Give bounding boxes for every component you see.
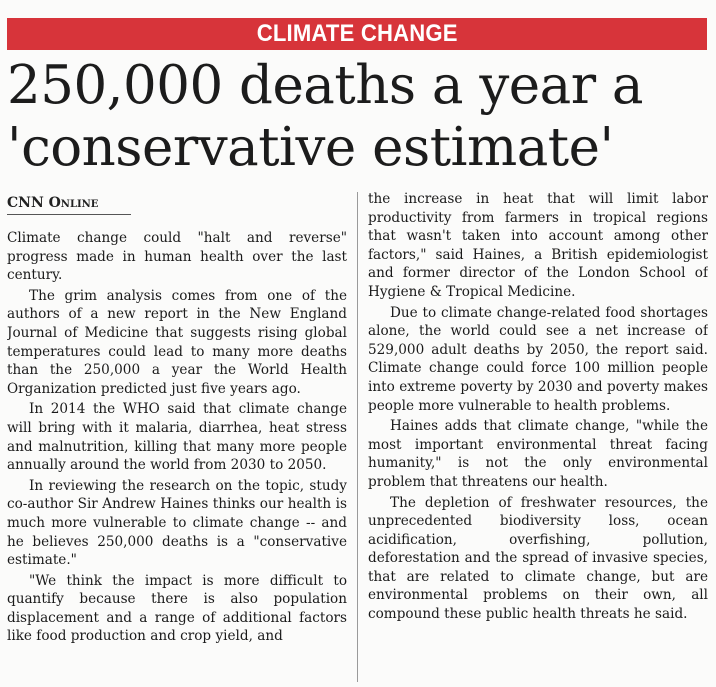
paragraph: "We think the impact is more difficult to quantify because there is also population displacement and a range of additional factors like food production and crop yield, and — [7, 572, 347, 645]
headline-line-2: 'conservative estimate' — [7, 117, 614, 178]
section-banner — [7, 18, 707, 50]
headline-line-1: 250,000 deaths a year a — [7, 55, 644, 116]
column-divider — [357, 192, 358, 682]
paragraph: The depletion of freshwater resources, the unprecedented biodiversity loss, ocean acidification, overfishing, pollution, deforestation and the spread of invasive species, that are related to climate change, but are environmental problems on their own, all compound these public health threats he said. — [368, 494, 708, 623]
paragraph: The grim analysis comes from one of the authors of a new report in the New England Journal of Medicine that suggests rising global temperatures could lead to many more deaths than the 250,000 a year the World Health Organization predicted just five years ago. — [7, 287, 347, 397]
paragraph: Climate change could "halt and reverse" progress made in human health over the last century. — [7, 230, 347, 284]
paragraph: Haines adds that climate change, "while the most important environmental threat facing humanity," is not the only environmental problem that threatens our health. — [368, 418, 708, 490]
paragraph: In 2014 the WHO said that climate change will bring with it malaria, diarrhea, heat stress and malnutrition, killing that many more people annually around the world from 2030 to 2050. — [7, 401, 347, 474]
section-label: CLIMATE CHANGE — [256, 20, 458, 47]
paragraph: the increase in heat that will limit labor productivity from farmers in tropical regions that wasn't taken into account among other factors," said Haines, a British epidemiologist and former director of the London School of Hygiene & Tropical Medicine. — [368, 191, 708, 300]
article-column-left — [7, 229, 347, 685]
article-column-right — [368, 190, 708, 685]
byline: CNN Online — [7, 195, 99, 211]
paragraph: Due to climate change-related food shortages alone, the world could see a net increase of 529,000 adult deaths by 2050, the report said. Climate change could force 100 million people into extreme poverty by 2030 and poverty makes people more vulnerable to health problems. — [368, 304, 708, 414]
headline — [7, 55, 713, 179]
paragraph: In reviewing the research on the topic, study co-author Sir Andrew Haines thinks our health is much more vulnerable to climate change -- and he believes 250,000 deaths is a "conservative estimate." — [7, 477, 347, 569]
byline-rule — [7, 214, 131, 215]
